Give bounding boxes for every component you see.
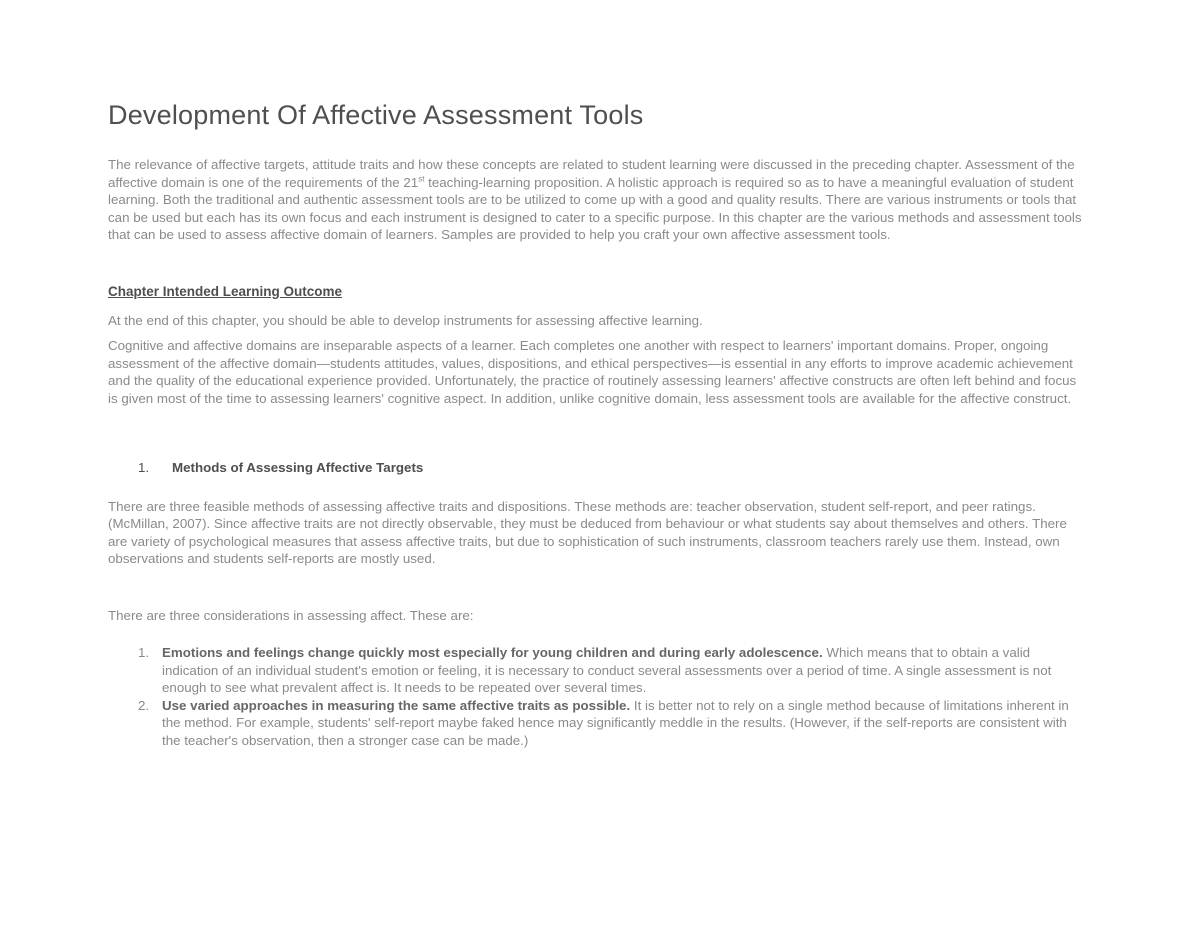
intro-text-before-superscript: The relevance of affective targets, attitude traits and how these concepts are related to student learning were discussed in the preceding chapter. Assessment of the affective domain is one of the requirements of the 21	[108, 157, 1075, 190]
list-item-body	[162, 644, 1085, 697]
methods-heading-text: Methods of Assessing Affective Targets	[172, 460, 424, 476]
methods-heading-number: 1.	[138, 460, 150, 476]
list-item-number: 2.	[138, 697, 150, 713]
intro-paragraph	[108, 156, 1085, 244]
list-item-text: Which means that to obtain a valid indication of an individual student's emotion or feeling, it is necessary to conduct several assessments over a period of time. A single assessment is not enough to see what prevalent affect is. It needs to be repeated over several times.	[162, 645, 1052, 696]
list-item	[108, 697, 1085, 750]
considerations-list	[108, 644, 1085, 749]
methods-paragraph: There are three feasible methods of assessing affective traits and dispositions. These methods are: teacher observation, student self-report, and peer ratings. (McMillan, 2007). Since affective traits are not directly observable, they must be deduced from behaviour or what students say about themselves and others. There are variety of psychological measures that assess affective traits, but due to sophistication of such instruments, classroom teachers rarely use them. Instead, own observations and students self-reports are mostly used.	[108, 498, 1067, 567]
intro-text-after-superscript: teaching-learning proposition. A holistic approach is required so as to have a meaningful evaluation of student learning. Both the traditional and authentic assessment tools are to be utilized to come up with a good and quality results. There are various instruments or tools that can be used but each has its own focus and each instrument is designed to cater to a specific purpose. In this chapter are the various methods and assessment tools that can be used to assess affective domain of learners. Samples are provided to help you craft your own affective assessment tools.	[108, 174, 1082, 243]
ordinal-superscript: st	[418, 174, 425, 184]
considerations-intro: There are three considerations in assessing affect. These are:	[108, 607, 474, 623]
page-title: Development Of Affective Assessment Tools	[108, 100, 644, 130]
list-item	[108, 644, 1085, 697]
list-item-number: 1.	[138, 645, 150, 661]
methods-section-heading	[108, 459, 1085, 477]
list-item-body	[162, 697, 1085, 750]
chapter-outcome-heading: Chapter Intended Learning Outcome	[108, 283, 343, 299]
list-item-bold-lead: Use varied approaches in measuring the same affective traits as possible.	[162, 697, 631, 713]
list-item-bold-lead: Emotions and feelings change quickly most especially for young children and during early adolescence.	[162, 645, 823, 661]
list-item-text: It is better not to rely on a single method because of limitations inherent in the method. For example, students' self-report maybe faked hence may significantly meddle in the results. (However, if the self-reports are consistent with the teacher's observation, then a stronger case can be made.)	[162, 697, 1069, 748]
cognitive-affective-paragraph: Cognitive and affective domains are inseparable aspects of a learner. Each completes one another with respect to learners' important domains. Proper, ongoing assessment of the affective domain—students attitudes, values, dispositions, and ethical perspectives—is essential in any efforts to improve academic achievement and the quality of the educational experience provided. Unfortunately, the practice of routinely assessing learners' affective constructs are often left behind and focus is given most of the time to assessing learners' cognitive aspect. In addition, unlike cognitive domain, less assessment tools are available for the affective construct.	[108, 338, 1077, 406]
outcome-paragraph: At the end of this chapter, you should be able to develop instruments for assessing affective learning.	[108, 312, 703, 328]
